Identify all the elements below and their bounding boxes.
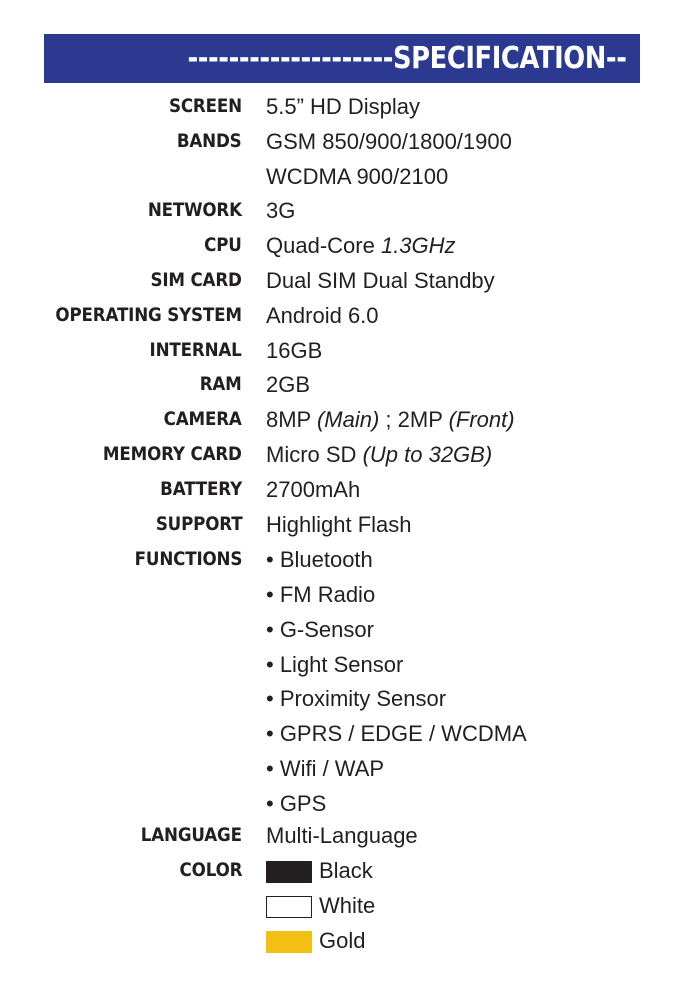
memory-limit-text: (Up to 32GB) xyxy=(362,442,493,467)
color-swatch-white xyxy=(266,896,312,918)
memory-type-text: Micro SD xyxy=(266,442,363,467)
spec-label-internal: INTERNAL xyxy=(149,339,242,361)
spec-label-sim: SIM CARD xyxy=(150,269,242,291)
spec-label-camera: CAMERA xyxy=(163,408,242,430)
function-item: • FM Radio xyxy=(266,582,376,607)
spec-header-title: --------------------SPECIFICATION-- xyxy=(186,41,626,76)
function-item: • Light Sensor xyxy=(266,652,404,677)
camera-main-note: (Main) xyxy=(316,407,380,432)
spec-row-sim xyxy=(0,265,684,299)
spec-row-bands-cont xyxy=(0,161,684,195)
spec-header-banner xyxy=(44,34,640,83)
spec-row-functions-cont xyxy=(0,753,684,787)
spec-row-functions-cont xyxy=(0,683,684,717)
spec-row-screen xyxy=(0,91,684,125)
spec-value-os: Android 6.0 xyxy=(266,303,379,328)
spec-value-ram: 2GB xyxy=(266,372,311,397)
spec-label-support: SUPPORT xyxy=(155,513,242,535)
spec-row-cpu xyxy=(0,230,684,264)
function-item: • G-Sensor xyxy=(266,617,374,642)
spec-row-functions xyxy=(0,544,684,578)
spec-row-functions-cont xyxy=(0,614,684,648)
spec-value-bands-wcdma: WCDMA 900/2100 xyxy=(266,164,449,189)
spec-row-os xyxy=(0,300,684,334)
color-swatch-black xyxy=(266,861,312,883)
camera-main-mp: 8MP xyxy=(266,407,317,432)
spec-row-network xyxy=(0,195,684,229)
spec-value-cpu xyxy=(266,233,456,259)
spec-row-functions-cont xyxy=(0,649,684,683)
spec-row-color-cont xyxy=(0,925,684,959)
spec-label-memory: MEMORY CARD xyxy=(103,443,242,465)
spec-label-cpu: CPU xyxy=(204,234,242,256)
function-item: • Wifi / WAP xyxy=(266,756,385,781)
cpu-core-text: Quad-Core xyxy=(266,233,381,258)
camera-front-mp: ; 2MP xyxy=(379,407,449,432)
spec-row-functions-cont xyxy=(0,579,684,613)
spec-row-bands xyxy=(0,126,684,160)
spec-label-bands: BANDS xyxy=(177,130,242,152)
color-swatch-gold xyxy=(266,931,312,953)
spec-label-color: COLOR xyxy=(179,859,242,881)
spec-row-support xyxy=(0,509,684,543)
spec-value-bands-gsm: GSM 850/900/1800/1900 xyxy=(266,129,512,154)
function-item: • GPS xyxy=(266,791,327,816)
spec-value-camera xyxy=(266,407,515,433)
color-name-black: Black xyxy=(319,858,373,883)
spec-row-internal xyxy=(0,335,684,369)
spec-value-screen: 5.5” HD Display xyxy=(266,94,421,119)
spec-row-battery xyxy=(0,474,684,508)
function-item: • Bluetooth xyxy=(266,547,373,572)
spec-label-network: NETWORK xyxy=(147,199,242,221)
camera-front-note: (Front) xyxy=(448,407,515,432)
spec-label-functions: FUNCTIONS xyxy=(134,548,242,570)
function-item: • Proximity Sensor xyxy=(266,686,447,711)
function-item: • GPRS / EDGE / WCDMA xyxy=(266,721,527,746)
spec-label-language: LANGUAGE xyxy=(140,824,242,846)
spec-value-internal: 16GB xyxy=(266,338,323,363)
color-name-gold: Gold xyxy=(319,928,366,953)
spec-value-memory xyxy=(266,442,492,468)
spec-value-battery: 2700mAh xyxy=(266,477,361,502)
spec-label-ram: RAM xyxy=(200,373,242,395)
spec-row-ram xyxy=(0,369,684,403)
spec-label-screen: SCREEN xyxy=(169,95,242,117)
spec-row-color xyxy=(0,855,684,889)
spec-row-functions-cont xyxy=(0,788,684,822)
cpu-speed-text: 1.3GHz xyxy=(380,233,456,258)
spec-value-language: Multi-Language xyxy=(266,823,418,848)
spec-row-functions-cont xyxy=(0,718,684,752)
spec-value-sim: Dual SIM Dual Standby xyxy=(266,268,495,293)
spec-row-language xyxy=(0,820,684,854)
color-name-white: White xyxy=(319,893,376,918)
spec-value-support: Highlight Flash xyxy=(266,512,412,537)
spec-row-camera xyxy=(0,404,684,438)
spec-value-network: 3G xyxy=(266,198,296,223)
spec-row-color-cont xyxy=(0,890,684,924)
spec-row-memory xyxy=(0,439,684,473)
spec-label-os: OPERATING SYSTEM xyxy=(55,304,242,326)
spec-label-battery: BATTERY xyxy=(160,478,242,500)
